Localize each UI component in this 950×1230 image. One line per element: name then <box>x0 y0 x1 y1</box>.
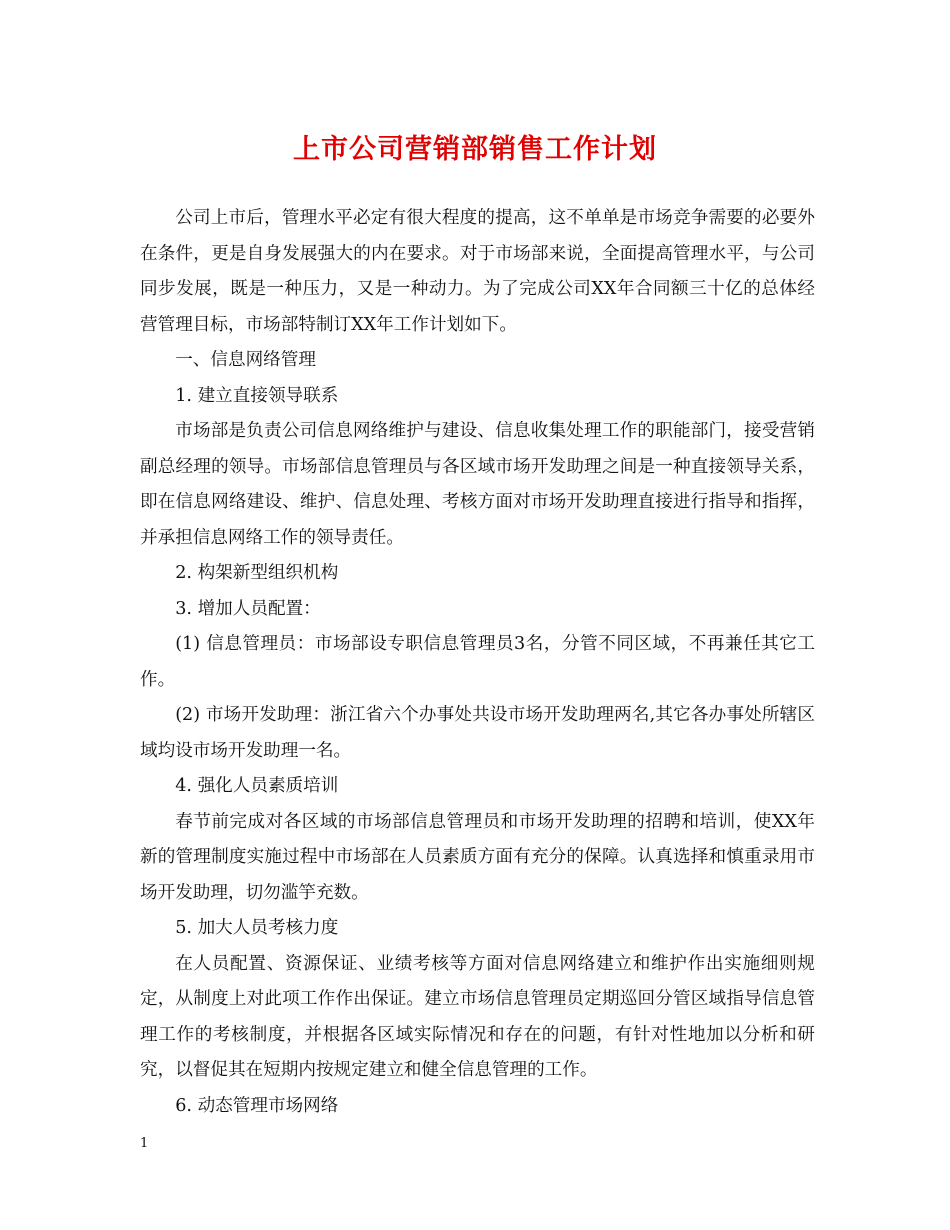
paragraph-intro: 公司上市后，管理水平必定有很大程度的提高，这不单单是市场竞争需要的必要外在条件，更是自身发展强大的内在要求。对于市场部来说，全面提高管理水平，与公司同步发展，既是一种压力，又是一种动力。为了完成公司XX年合同额三十亿的总体经营管理目标，市场部特制订XX年工作计划如下。 <box>140 208 815 335</box>
item-heading-6: 6. 动态管理市场网络 <box>175 1095 339 1116</box>
document-title: 上市公司营销部销售工作计划 <box>293 134 657 165</box>
sub-item-1: (1) 信息管理员：市场部设专职信息管理员3名，分管不同区域，不再兼任其它工作。 <box>140 634 815 690</box>
item-heading-3: 3. 增加人员配置： <box>175 598 321 619</box>
item-heading-4: 4. 强化人员素质培训 <box>175 776 339 796</box>
paragraph-assessment: 在人员配置、资源保证、业绩考核等方面对信息网络建立和维护作出实施细则规定，从制度上对此项工作作出保证。建立市场信息管理员定期巡回分管区域指导信息管理工作的考核制度，并根据各区域实际情况和存在的问题，有针对性地加以分析和研究，以督促其在短期内按规定建立和健全信息管理的工作。 <box>140 953 815 1080</box>
sub-item-2: (2) 市场开发助理：浙江省六个办事处共设市场开发助理两名,其它各办事处所辖区域均设市场开发助理一名。 <box>140 705 815 761</box>
document-body <box>140 201 815 1124</box>
item-heading-1: 1. 建立直接领导联系 <box>175 385 339 406</box>
paragraph-training: 春节前完成对各区域的市场部信息管理员和市场开发助理的招聘和培训，使XX年新的管理制度实施过程中市场部在人员素质方面有充分的保障。认真选择和慎重录用市场开发助理，切勿滥竽充数。 <box>140 811 815 903</box>
page-number: 1 <box>140 1136 149 1151</box>
section-heading-info-network: 一、信息网络管理 <box>175 350 316 370</box>
paragraph-leadership: 市场部是负责公司信息网络维护与建设、信息收集处理工作的职能部门，接受营销副总经理的领导。市场部信息管理员与各区域市场开发助理之间是一种直接领导关系，即在信息网络建设、维护、信息处理、考核方面对市场开发助理直接进行指导和指挥，并承担信息网络工作的领导责任。 <box>140 421 815 548</box>
item-heading-5: 5. 加大人员考核力度 <box>175 918 339 938</box>
item-heading-2: 2. 构架新型组织机构 <box>175 563 339 583</box>
